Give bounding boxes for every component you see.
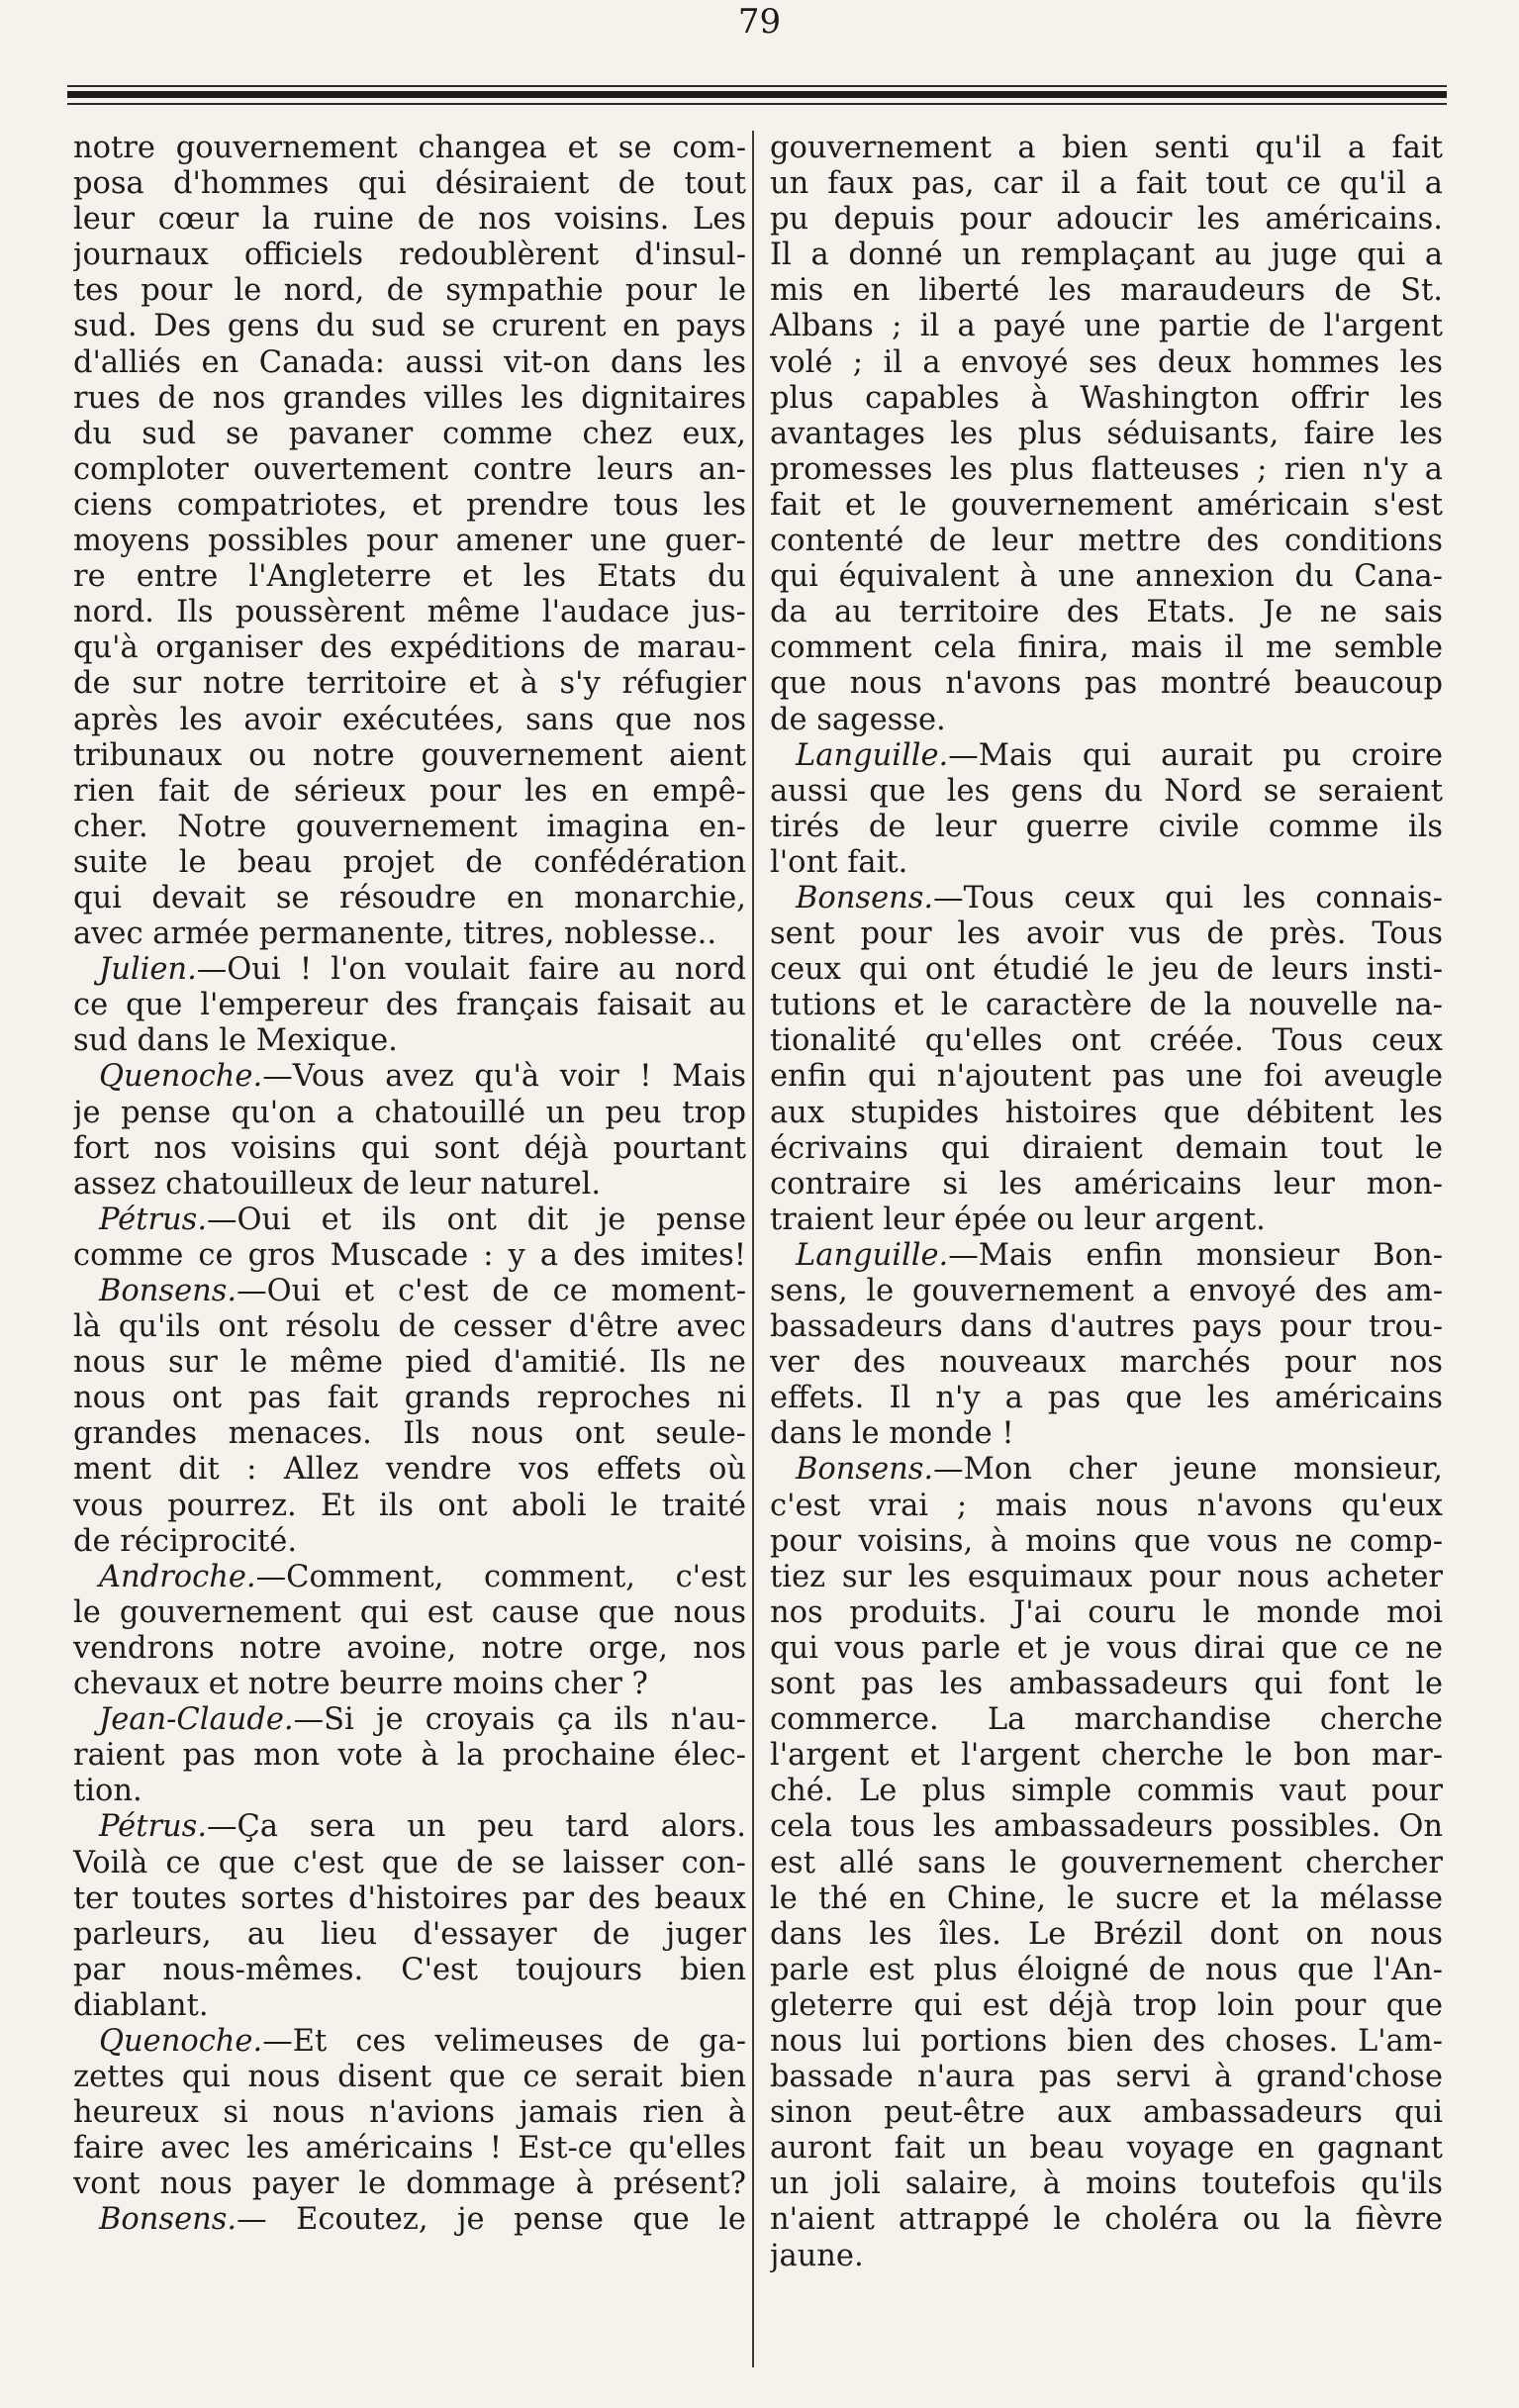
line-text: comploter ouvertement contre leurs an- [73, 451, 746, 487]
line-text: —Et ces velimeuses de ga- [262, 2023, 746, 2059]
line-text: sont pas les ambassadeurs qui font le [770, 1667, 1443, 1702]
text-line [770, 703, 1443, 738]
text-line [73, 1274, 746, 1309]
line-text: qui devait se résoudre en monarchie, [73, 880, 746, 915]
text-line [73, 1953, 746, 1988]
text-line [770, 273, 1443, 309]
line-text: Voilà ce que c'est que de se laisser con- [73, 1845, 746, 1880]
text-line [73, 1416, 746, 1452]
line-text: bassadeurs dans d'autres pays pour trou- [770, 1309, 1443, 1345]
text-line [770, 2095, 1443, 2131]
line-text: nous lui portions bien des choses. L'am- [770, 2023, 1443, 2059]
text-line [770, 452, 1443, 488]
line-text: nous ont pas fait grands reproches ni [73, 1381, 746, 1416]
line-text: parleurs, au lieu d'essayer de juger [73, 1916, 746, 1952]
text-line [770, 1167, 1443, 1203]
text-line [770, 1595, 1443, 1631]
line-text: c'est vrai ; mais nous n'avons qu'eux [770, 1488, 1443, 1523]
line-text: qui équivalent à une annexion du Cana- [770, 559, 1443, 595]
text-line [770, 488, 1443, 524]
text-line [73, 1167, 746, 1203]
line-text: diablant. [73, 1987, 209, 2023]
line-text: rien fait de sérieux pour les en empê- [73, 773, 746, 809]
line-text: traient leur épée ou leur argent. [770, 1202, 1266, 1237]
line-text: sud. Des gens du sud se crurent en pays [73, 309, 746, 344]
line-text: là qu'ils ont résolu de cesser d'être avec [73, 1309, 746, 1345]
line-text: l'argent et l'argent cherche le bon mar- [770, 1738, 1443, 1774]
text-line [73, 2060, 746, 2095]
text-line [770, 1809, 1443, 1845]
text-line [73, 488, 746, 524]
text-line [73, 1595, 746, 1631]
text-line [770, 1702, 1443, 1738]
text-line [770, 630, 1443, 666]
line-text: sens, le gouvernement a envoyé des am- [770, 1274, 1443, 1308]
line-text: parle est plus éloigné de nous que l'An- [770, 1952, 1443, 1987]
text-line [73, 1917, 746, 1953]
line-text: —Oui ! l'on voulait faire au nord [196, 952, 746, 988]
line-text: grandes menaces. Ils nous ont seule- [73, 1416, 746, 1452]
text-line [73, 952, 746, 988]
line-text: je pense qu'on a chatouillé un peu trop [73, 1095, 746, 1130]
line-text: mis en liberté les maraudeurs de St. [770, 273, 1443, 309]
line-text: —Si je croyais ça ils n'au- [293, 1702, 746, 1738]
line-text: rues de nos grandes villes les dignitaires [73, 380, 746, 416]
line-text: chevaux et notre beurre moins cher ? [73, 1667, 648, 1702]
text-line [770, 1988, 1443, 2024]
text-line [770, 1738, 1443, 1774]
line-text: un faux pas, car il a fait tout ce qu'il a [770, 166, 1443, 202]
text-line [73, 2024, 746, 2060]
line-text: auront fait un beau voyage en gagnant [770, 2131, 1443, 2167]
line-text: vous pourrez. Et ils ont aboli le traité [73, 1488, 746, 1523]
text-line [770, 1560, 1443, 1595]
text-line [770, 2060, 1443, 2095]
speaker-name: Quenoche. [99, 2023, 263, 2059]
text-line [770, 559, 1443, 595]
text-line [770, 2131, 1443, 2167]
text-line [770, 1917, 1443, 1953]
speaker-name: Jean-Claude. [99, 1702, 294, 1738]
right-column [770, 131, 1443, 2397]
line-text: enfin qui n'ajoutent pas une foi aveugle [770, 1059, 1443, 1095]
text-line [73, 1667, 746, 1702]
line-text: ché. Le plus simple commis vaut pour [770, 1774, 1443, 1809]
line-text: vont nous payer le dommage à présent? [73, 2167, 746, 2202]
line-text: nous sur le même pied d'amitié. Ils ne [73, 1345, 746, 1381]
text-line [73, 595, 746, 630]
line-text: ceux qui ont étudié le jeu de leurs insti- [770, 952, 1443, 988]
speaker-name: Pétrus. [99, 1202, 208, 1237]
text-line [73, 1738, 746, 1774]
text-line [73, 845, 746, 881]
text-line [73, 309, 746, 344]
speaker-name: Julien. [99, 952, 197, 988]
line-text: tribunaux ou notre gouvernement aient [73, 737, 746, 773]
line-text: moyens possibles pour amener une guer- [73, 524, 746, 559]
line-text: cher. Notre gouvernement imagina en- [73, 809, 746, 844]
line-text: sent pour les avoir vus de près. Tous [770, 916, 1443, 952]
line-text: —Mon cher jeune monsieur, [933, 1452, 1443, 1488]
left-column [73, 131, 746, 2397]
line-text: dans le monde ! [770, 1416, 1014, 1452]
line-text: fort nos voisins qui sont déjà pourtant [73, 1130, 746, 1166]
header-rule-thin [67, 85, 1447, 87]
text-line [770, 810, 1443, 845]
text-line [770, 1381, 1443, 1416]
speaker-name: Androche. [99, 1559, 256, 1594]
line-text: — Ecoutez, je pense que le [237, 2202, 746, 2238]
line-text: qu'à organiser des expéditions de marau- [73, 630, 746, 666]
text-line [73, 131, 746, 166]
line-text: journaux officiels redoublèrent d'insul- [73, 238, 746, 273]
line-text: notre gouvernement changea et se com- [73, 131, 746, 165]
text-line [73, 452, 746, 488]
line-text: comment cela finira, mais il me semble [770, 630, 1443, 666]
line-text: contraire si les américains leur mon- [770, 1166, 1443, 1202]
text-line [73, 166, 746, 202]
text-line [73, 2167, 746, 2202]
line-text: écrivains qui diraient demain tout le [770, 1130, 1443, 1166]
text-line [770, 381, 1443, 417]
line-text: volé ; il a envoyé ses deux hommes les [770, 344, 1443, 380]
speaker-name: Bonsens. [99, 2202, 237, 2238]
line-text: avantages les plus séduisants, faire les [770, 416, 1443, 451]
line-text: tirés de leur guerre civile comme ils [770, 809, 1443, 844]
line-text: re entre l'Angleterre et les Etats du [73, 559, 746, 595]
line-text: vendrons notre avoine, notre orge, nos [73, 1630, 746, 1666]
line-text: —Mais qui aurait pu croire [948, 737, 1443, 773]
text-line [73, 1345, 746, 1381]
line-text: tes pour le nord, de sympathie pour le [73, 273, 746, 309]
line-text: le thé en Chine, le sucre et la mélasse [770, 1880, 1443, 1916]
line-text: da au territoire des Etats. Je ne sais [770, 595, 1443, 630]
line-text: ter toutes sortes d'histoires par des beaux [73, 1880, 746, 1916]
text-line [770, 2024, 1443, 2060]
text-line [770, 1238, 1443, 1274]
line-text: sud dans le Mexique. [73, 1023, 398, 1059]
line-text: de sagesse. [770, 702, 946, 737]
line-text: raient pas mon vote à la prochaine élec- [73, 1738, 746, 1774]
line-text: de sur notre territoire et à s'y réfugier [73, 666, 746, 702]
text-line [73, 1238, 746, 1274]
line-text: n'aient attrappé le choléra ou la fièvre [770, 2202, 1443, 2238]
text-line [770, 1203, 1443, 1238]
line-text: tionalité qu'elles ont créée. Tous ceux [770, 1023, 1443, 1059]
text-line [73, 2202, 746, 2238]
text-line [73, 1131, 746, 1167]
column-divider [752, 131, 754, 2367]
text-line [770, 309, 1443, 344]
text-line [73, 1846, 746, 1881]
text-line [770, 1774, 1443, 1809]
line-text: plus capables à Washington offrir les [770, 380, 1443, 416]
text-line [770, 738, 1443, 774]
text-line [770, 1059, 1443, 1095]
text-line [770, 1023, 1443, 1059]
line-text: heureux si nous n'avions jamais rien à [73, 2095, 746, 2131]
speaker-name: Bonsens. [99, 1274, 237, 1308]
text-line [770, 1096, 1443, 1131]
line-text: gleterre qui est déjà trop loin pour que [770, 1987, 1443, 2023]
text-line [770, 1631, 1443, 1667]
text-line [73, 1809, 746, 1845]
text-line [73, 2131, 746, 2167]
line-text: ciens compatriotes, et prendre tous les [73, 487, 746, 523]
header-rule-thick [67, 91, 1447, 98]
line-text: l'ont fait. [770, 844, 908, 880]
text-line [73, 381, 746, 417]
text-line [73, 202, 746, 238]
line-text: —Tous ceux qui les connais- [933, 880, 1443, 915]
line-text: leur cœur la ruine de nos voisins. Les [73, 202, 746, 238]
text-line [770, 1309, 1443, 1345]
line-text: aussi que les gens du Nord se seraient [770, 773, 1443, 809]
text-line [73, 1309, 746, 1345]
text-line [73, 524, 746, 559]
line-text: après les avoir exécutées, sans que nos [73, 702, 746, 737]
line-text: tiez sur les esquimaux pour nous acheter [770, 1559, 1443, 1594]
text-line [770, 666, 1443, 702]
line-text: —Oui et ils ont dit je pense [207, 1202, 746, 1237]
line-text: —Vous avez qu'à voir ! Mais [262, 1059, 746, 1095]
page-number: 79 [737, 2, 782, 42]
text-line [770, 1524, 1443, 1560]
line-text: ce que l'empereur des français faisait au [73, 988, 746, 1023]
line-text: assez chatouilleux de leur naturel. [73, 1166, 602, 1202]
line-text: —Mais enfin monsieur Bon- [948, 1237, 1443, 1273]
line-text: tutions et le caractère de la nouvelle na- [770, 988, 1443, 1023]
text-line [770, 881, 1443, 916]
text-line [73, 1452, 746, 1488]
line-text: du sud se pavaner comme chez eux, [73, 416, 746, 451]
line-text: bassade n'aura pas servi à grand'chose [770, 2060, 1443, 2095]
line-text: ver des nouveaux marchés pour nos [770, 1345, 1443, 1381]
text-line [73, 1988, 746, 2024]
text-line [73, 238, 746, 273]
text-line [770, 916, 1443, 952]
line-text: —Ça sera un peu tard alors. [207, 1809, 746, 1845]
text-line [770, 524, 1443, 559]
line-text: nord. Ils poussèrent même l'audace jus- [73, 595, 746, 630]
text-line [73, 1096, 746, 1131]
text-line [770, 131, 1443, 166]
text-line [770, 1131, 1443, 1167]
text-line [770, 417, 1443, 452]
line-text: cela tous les ambassadeurs possibles. On [770, 1809, 1443, 1845]
text-line [770, 345, 1443, 381]
text-line [770, 2239, 1443, 2274]
text-line [770, 595, 1443, 630]
line-text: —Comment, comment, c'est [255, 1559, 746, 1594]
line-text: posa d'hommes qui désiraient de tout [73, 166, 746, 202]
line-text: d'alliés en Canada: aussi vit-on dans les [73, 344, 746, 380]
speaker-name: Languille. [796, 1237, 949, 1273]
line-text: —Oui et c'est de ce moment- [237, 1274, 746, 1308]
line-text: sinon peut-être aux ambassadeurs qui [770, 2095, 1443, 2131]
line-text: suite le beau projet de confédération [73, 844, 746, 880]
text-line [73, 417, 746, 452]
text-line [73, 1631, 746, 1667]
text-line [770, 1953, 1443, 1988]
text-line [770, 238, 1443, 273]
text-line [770, 845, 1443, 881]
text-line [770, 202, 1443, 238]
line-text: est allé sans le gouvernement chercher [770, 1845, 1443, 1880]
text-line [770, 1667, 1443, 1702]
line-text: avec armée permanente, titres, noblesse.. [73, 916, 717, 952]
line-text: ment dit : Allez vendre vos effets où [73, 1452, 746, 1488]
text-line [770, 1345, 1443, 1381]
line-text: pour voisins, à moins que vous ne comp- [770, 1523, 1443, 1559]
line-text: commerce. La marchandise cherche [770, 1702, 1443, 1738]
text-line [73, 738, 746, 774]
speaker-name: Bonsens. [796, 880, 934, 915]
line-text: que nous n'avons pas montré beaucoup [770, 666, 1443, 702]
line-text: faire avec les américains ! Est-ce qu'elles [73, 2131, 746, 2167]
text-line [73, 630, 746, 666]
text-line [73, 703, 746, 738]
text-line [73, 1203, 746, 1238]
speaker-name: Quenoche. [99, 1059, 263, 1095]
line-text: promesses les plus flatteuses ; rien n'y a [770, 451, 1443, 487]
text-line [73, 881, 746, 916]
text-line [770, 166, 1443, 202]
line-text: comme ce gros Muscade : y a des imites! [73, 1237, 746, 1273]
text-line [770, 952, 1443, 988]
text-line [73, 1059, 746, 1095]
text-line [770, 1846, 1443, 1881]
speaker-name: Pétrus. [99, 1809, 208, 1845]
text-line [73, 1881, 746, 1917]
text-line [770, 1452, 1443, 1488]
text-line [73, 273, 746, 309]
text-line [73, 2095, 746, 2131]
text-line [770, 2167, 1443, 2202]
text-line [770, 1881, 1443, 1917]
line-text: dans les îles. Le Brézil dont on nous [770, 1916, 1443, 1952]
line-text: effets. Il n'y a pas que les américains [770, 1381, 1443, 1416]
line-text: jaune. [770, 2238, 864, 2273]
line-text: par nous-mêmes. C'est toujours bien [73, 1952, 746, 1987]
line-text: un joli salaire, à moins toutefois qu'ils [770, 2167, 1443, 2202]
text-line [770, 774, 1443, 810]
line-text: qui vous parle et je vous dirai que ce ne [770, 1630, 1443, 1666]
text-line [770, 1274, 1443, 1309]
line-text: contenté de leur mettre des conditions [770, 524, 1443, 559]
line-text: Il a donné un remplaçant au juge qui a [770, 238, 1443, 273]
line-text: Albans ; il a payé une partie de l'argent [770, 309, 1443, 344]
text-line [770, 1416, 1443, 1452]
text-line [770, 2202, 1443, 2238]
text-line [73, 1560, 746, 1595]
text-line [73, 666, 746, 702]
speaker-name: Languille. [796, 737, 949, 773]
line-text: gouvernement a bien senti qu'il a fait [770, 131, 1443, 165]
line-text: zettes qui nous disent que ce serait bien [73, 2060, 746, 2095]
header-rule-lower [67, 103, 1447, 105]
line-text: de réciprocité. [73, 1523, 298, 1559]
line-text: le gouvernement qui est cause que nous [73, 1594, 746, 1630]
text-line [73, 1524, 746, 1560]
line-text: fait et le gouvernement américain s'est [770, 487, 1443, 523]
text-line [73, 916, 746, 952]
text-line [73, 345, 746, 381]
text-line [73, 810, 746, 845]
text-line [770, 988, 1443, 1023]
text-line [770, 1489, 1443, 1524]
text-line [73, 1023, 746, 1059]
text-line [73, 1774, 746, 1809]
line-text: pu depuis pour adoucir les américains. [770, 202, 1443, 238]
text-line [73, 1381, 746, 1416]
line-text: tion. [73, 1774, 142, 1809]
text-line [73, 1702, 746, 1738]
text-line [73, 988, 746, 1023]
text-line [73, 1489, 746, 1524]
line-text: aux stupides histoires que débitent les [770, 1095, 1443, 1130]
speaker-name: Bonsens. [796, 1452, 934, 1488]
text-line [73, 774, 746, 810]
line-text: nos produits. J'ai couru le monde moi [770, 1594, 1443, 1630]
text-line [73, 559, 746, 595]
